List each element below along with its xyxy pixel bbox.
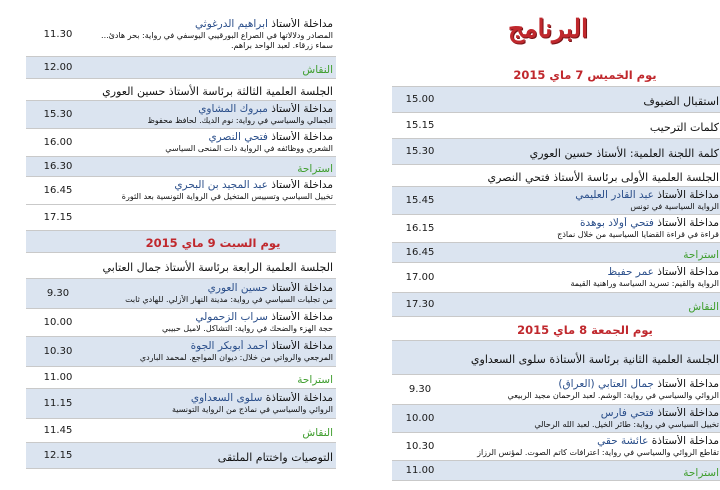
speaker-name: فتحي النصري	[208, 130, 268, 143]
session-cell	[90, 336, 336, 366]
time-cell: 16.00	[26, 128, 90, 156]
talk-subtitle: الروائي والسياسي في نماذج من الرواية التونسية	[171, 404, 333, 414]
schedule-row	[392, 138, 720, 164]
talk-subtitle-cont: سماء زرقاء. لعبد الواحد براهم.	[230, 41, 333, 51]
schedule-row	[392, 62, 720, 86]
talk-subtitle: من تجليات السياسي في رواية: مدينة النهار الأزلي. للهادي ثابت	[125, 294, 333, 304]
speaker-name: حسين العوري	[207, 281, 268, 294]
schedule-row	[26, 56, 336, 78]
schedule-row	[26, 308, 336, 336]
schedule-row	[392, 112, 720, 138]
schedule-row	[26, 14, 336, 56]
session-cell	[90, 442, 336, 468]
talk-title	[93, 103, 333, 116]
break-label: النقاش	[302, 63, 333, 76]
speaker-prefix: مداخلة الأستاذ	[653, 406, 719, 419]
schedule-row	[392, 186, 720, 214]
schedule-row	[392, 214, 720, 242]
speaker-prefix: مداخلة الأستاذ	[267, 281, 333, 294]
talk-subtitle: تخييل السياسي وتسييس المتخيل في الرواية التونسية بعد الثورة	[121, 191, 333, 201]
session-cell	[90, 230, 336, 252]
schedule-table-right	[392, 62, 720, 481]
session-heading: الجلسة العلمية الأولى برئاسة الأستاذ فتحي النصري	[487, 170, 719, 184]
session-cell	[90, 308, 336, 336]
schedule-table-left	[26, 14, 336, 469]
talk-subtitle: الروائي والسياسي في رواية: الوشم. لعبد الرحمان مجيد الربيعي	[507, 390, 719, 400]
session-cell	[448, 262, 720, 292]
session-cell	[90, 176, 336, 204]
schedule-row	[26, 388, 336, 418]
time-cell: 15.45	[392, 186, 448, 214]
speaker-name: عبد المجيد بن البحري	[174, 178, 268, 191]
schedule-row	[26, 366, 336, 388]
session-heading: الجلسة العلمية الثالثة برئاسة الأستاذ حسين العوري	[102, 84, 333, 98]
talk-title	[93, 340, 333, 353]
schedule-row	[26, 204, 336, 230]
schedule-row	[392, 340, 720, 374]
talk-subtitle: الجمالي والسياسي في رواية: نوم الديك. لحافظ محفوظ	[147, 115, 333, 125]
break-label: استراحة	[683, 466, 719, 479]
session-cell	[448, 374, 720, 404]
speaker-prefix: مداخلة الأستاذ	[267, 130, 333, 143]
time-cell: 10.00	[26, 308, 90, 336]
speaker-prefix: مداخلة الأستاذ	[267, 102, 333, 115]
speaker-prefix: مداخلة الأستاذ	[653, 188, 719, 201]
talk-subtitle: المرجعي والرواتي من خلال: ديوان المواجع. لمحمد الباردي	[139, 352, 333, 362]
time-cell: 12.15	[26, 442, 90, 468]
day-heading: يوم الجمعة 8 ماي 2015	[517, 322, 653, 337]
schedule-row	[26, 418, 336, 442]
day-heading: يوم الخميس 7 ماي 2015	[513, 68, 657, 83]
session-cell	[448, 292, 720, 316]
session-cell	[90, 204, 336, 230]
break-label: استراحة	[297, 373, 333, 386]
time-cell: 11.15	[26, 388, 90, 418]
session-cell	[90, 100, 336, 128]
time-cell: 16.45	[392, 242, 448, 262]
session-cell	[448, 86, 720, 112]
program-item: كلمات الترحيب	[649, 120, 719, 134]
time-cell	[26, 230, 90, 252]
speaker-name: سراب الزحمولي	[195, 310, 268, 323]
time-cell: 16.15	[392, 214, 448, 242]
schedule-row	[392, 432, 720, 460]
time-cell: 11.00	[26, 366, 90, 388]
session-cell	[448, 340, 720, 374]
program-title: البرنامج	[507, 14, 588, 43]
talk-subtitle: الرواية والقيم: تسريد السياسة وراهنية القيمة	[570, 278, 719, 288]
time-cell: 17.30	[392, 292, 448, 316]
speaker-name: عبد القادر العليمي	[575, 188, 654, 201]
schedule-row	[26, 78, 336, 100]
time-cell: 10.30	[26, 336, 90, 366]
speaker-name: فتحي أولاد بوهدة	[579, 216, 654, 229]
schedule-row	[392, 316, 720, 340]
session-cell	[448, 186, 720, 214]
time-cell: 16.45	[26, 176, 90, 204]
talk-title	[451, 189, 719, 202]
talk-subtitle: الرواية السياسية في تونس	[630, 201, 719, 211]
time-cell: 9.30	[392, 374, 448, 404]
schedule-row	[392, 374, 720, 404]
schedule-row	[26, 156, 336, 176]
talk-subtitle: الشعري ووظائفه في الرواية ذات المنحى السياسي	[165, 143, 333, 153]
time-cell	[26, 252, 90, 278]
session-heading: الجلسة العلمية الثانية برئاسة الأستاذة سلوى السعداوي	[470, 352, 719, 366]
speaker-name: مبروك المشاوي	[198, 102, 268, 115]
speaker-name: فتحي فارس	[600, 406, 654, 419]
schedule-column-left	[26, 14, 333, 469]
break-label: النقاش	[688, 300, 719, 313]
talk-subtitle: تقاطع الروائي والسياسي في رواية: اعترافات كاتم الصوت. لمؤنس الرزاز	[477, 447, 719, 457]
speaker-prefix: مداخلة الأستاذ	[653, 377, 719, 390]
talk-title	[93, 392, 333, 405]
schedule-row	[392, 164, 720, 186]
talk-title	[451, 407, 719, 420]
speaker-name: سلوى السعداوي	[190, 391, 263, 404]
break-label: النقاش	[302, 426, 333, 439]
schedule-row	[26, 176, 336, 204]
speaker-prefix: مداخلة الأستاذ	[267, 178, 333, 191]
schedule-row	[26, 278, 336, 308]
program-item: كلمة اللجنة العلمية: الأستاذ حسين العوري	[529, 146, 719, 160]
time-cell: 17.15	[26, 204, 90, 230]
schedule-row	[392, 404, 720, 432]
talk-title	[451, 378, 719, 391]
schedule-row	[26, 442, 336, 468]
session-cell	[448, 62, 720, 86]
time-cell: 10.00	[392, 404, 448, 432]
speaker-name: ابراهيم الدرغوثي	[195, 18, 268, 31]
schedule-row	[26, 100, 336, 128]
time-cell: 15.30	[26, 100, 90, 128]
talk-title	[451, 217, 719, 230]
talk-title	[93, 18, 333, 31]
time-cell: 9.30	[26, 278, 90, 308]
session-cell	[448, 214, 720, 242]
session-cell	[448, 404, 720, 432]
session-cell	[90, 156, 336, 176]
session-cell	[90, 388, 336, 418]
time-cell: 15.30	[392, 138, 448, 164]
talk-subtitle: قراءة في قراءة القضايا السياسية من خلال نماذج	[557, 229, 719, 239]
program-item: استقبال الضيوف	[643, 94, 719, 108]
time-cell: 11.45	[26, 418, 90, 442]
session-cell	[448, 432, 720, 460]
speaker-prefix: مداخلة الأستاذ	[653, 265, 719, 278]
session-cell	[90, 278, 336, 308]
session-cell	[90, 418, 336, 442]
session-cell	[90, 78, 336, 100]
session-cell	[90, 128, 336, 156]
speaker-prefix: مداخلة الأستاذة	[262, 391, 333, 404]
time-cell: 16.30	[26, 156, 90, 176]
time-cell: 10.30	[392, 432, 448, 460]
time-cell	[392, 164, 448, 186]
talk-title	[93, 282, 333, 295]
speaker-name: أحمد أبوبكر الجوة	[190, 339, 268, 352]
talk-title	[451, 266, 719, 279]
session-cell	[448, 242, 720, 262]
time-cell	[392, 62, 448, 86]
time-cell	[392, 340, 448, 374]
time-cell: 11.00	[392, 460, 448, 480]
session-cell	[90, 14, 336, 56]
time-cell: 17.00	[392, 262, 448, 292]
session-heading: الجلسة العلمية الرابعة برئاسة الأستاذ جمال العتابي	[102, 260, 333, 274]
speaker-prefix: مداخلة الأستاذة	[648, 434, 719, 447]
session-cell	[448, 138, 720, 164]
schedule-row	[26, 252, 336, 278]
break-label: استراحة	[297, 162, 333, 175]
talk-title	[93, 311, 333, 324]
talk-subtitle: المصادر ودلالاتها في الصراع البورقيبي اليوسفي في رواية: بحر هادئ...	[101, 31, 333, 41]
time-cell: 12.00	[26, 56, 90, 78]
talk-subtitle: تخييل السياسي في رواية: طائر الخيل. لعبد الله الرحالي	[534, 419, 719, 429]
session-cell	[448, 112, 720, 138]
schedule-row	[26, 128, 336, 156]
schedule-row	[392, 292, 720, 316]
speaker-prefix: مداخلة الأستاذ	[267, 310, 333, 323]
schedule-row	[26, 230, 336, 252]
schedule-row	[392, 242, 720, 262]
schedule-row	[392, 262, 720, 292]
talk-subtitle: حجة الهزء والضحك في رواية: التشاكل. لاميل حبيبي	[162, 323, 333, 333]
time-cell: 15.15	[392, 112, 448, 138]
break-label: استراحة	[683, 248, 719, 261]
schedule-column-right	[392, 62, 719, 481]
speaker-prefix: مداخلة الأستاذ	[267, 18, 333, 31]
schedule-row	[392, 460, 720, 480]
speaker-name: عائشة حقي	[597, 434, 649, 447]
day-heading: يوم السبت 9 ماي 2015	[145, 235, 281, 250]
session-cell	[90, 366, 336, 388]
schedule-row	[392, 86, 720, 112]
talk-title	[93, 179, 333, 192]
program-item: التوصيات واختتام الملتقى	[217, 450, 333, 464]
session-cell	[448, 316, 720, 340]
talk-title	[451, 435, 719, 448]
time-cell: 11.30	[26, 14, 90, 56]
session-cell	[90, 252, 336, 278]
time-cell	[26, 78, 90, 100]
session-cell	[90, 56, 336, 78]
session-cell	[448, 460, 720, 480]
speaker-prefix: مداخلة الأستاذ	[267, 339, 333, 352]
schedule-row	[26, 336, 336, 366]
time-cell	[392, 316, 448, 340]
time-cell: 15.00	[392, 86, 448, 112]
talk-title	[93, 131, 333, 144]
speaker-name: عمر حفيظ	[607, 265, 654, 278]
speaker-name: جمال العتابي (العراق)	[558, 377, 654, 390]
speaker-prefix: مداخلة الأستاذ	[653, 216, 719, 229]
session-cell	[448, 164, 720, 186]
